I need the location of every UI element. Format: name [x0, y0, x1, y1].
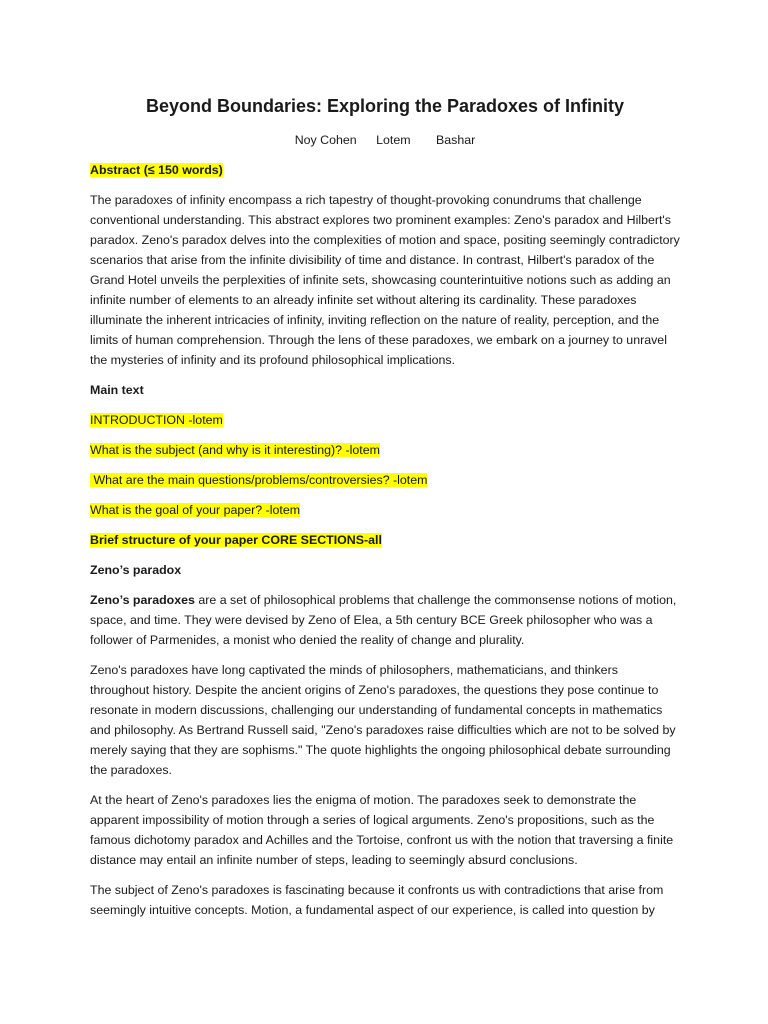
document-title: Beyond Boundaries: Exploring the Paradoxes of Infinity	[145, 96, 625, 116]
abstract-paragraph: The paradoxes of infinity encompass a rich tapestry of thought-provoking conundrums that challenge conventional understanding. This abstract explores two prominent examples: Zeno's paradox and Hilbert's paradox. Zeno's paradox delves into the complexities of motion and space, positing seemingly contradictory scenarios that arise from the infinite divisibility of time and distance. In contrast, Hilbert's paradox of the Grand Hotel unveils the perplexities of infinite sets, showcasing counterintuitive notions such as adding an infinite number of elements to an already infinite set without altering its cardinality. These paradoxes illuminate the inherent intricacies of infinity, inviting reflection on the nature of reality, perception, and the limits of human comprehension. Through the lens of these paradoxes, we embark on a journey to unravel the mysteries of infinity and its profound philosophical implications.	[90, 193, 680, 367]
author-name: Noy Cohen	[294, 133, 357, 147]
body-paragraph	[90, 590, 680, 650]
author-name: Lotem	[376, 133, 411, 147]
todo-item	[90, 410, 680, 430]
paragraph-text: are a set of philosophical problems that challenge the commonsense notions of motion, space, and time. They were devised by Zeno of Elea, a 5th century BCE Greek philosopher who was a follower of Parmenides, a monist who denied the reality of change and plurality.	[90, 593, 677, 647]
structure-heading-text: Brief structure of your paper CORE SECTIONS-all	[90, 533, 382, 547]
todo-item	[90, 440, 680, 460]
document-body	[90, 94, 680, 930]
author-list	[90, 130, 680, 150]
bold-term: Zeno’s paradoxes	[90, 593, 195, 607]
todo-item	[90, 500, 680, 520]
abstract-heading-text: Abstract (≤ 150 words)	[90, 163, 223, 177]
body-paragraph: At the heart of Zeno's paradoxes lies the enigma of motion. The paradoxes seek to demonstrate the apparent impossibility of motion through a series of logical arguments. Zeno's propositions, such as the famous dichotomy paradox and Achilles and the Tortoise, confront us with the notion that traversing a finite distance may entail an infinite number of steps, leading to seemingly absurd conclusions.	[90, 793, 674, 867]
todo-item-text: What is the subject (and why is it interesting)? -lotem	[90, 443, 380, 457]
abstract-heading	[90, 160, 680, 180]
todo-item-text: What are the main questions/problems/controversies? -lotem	[90, 473, 428, 487]
todo-item	[90, 470, 680, 490]
author-name: Bashar	[436, 133, 476, 147]
body-paragraph: The subject of Zeno's paradoxes is fascinating because it confronts us with contradictions that arise from seemingly intuitive concepts. Motion, a fundamental aspect of our experience, is called into question by	[90, 883, 664, 917]
section-heading-zeno: Zeno’s paradox	[90, 563, 182, 577]
todo-item-text: What is the goal of your paper? -lotem	[90, 503, 301, 517]
structure-heading	[90, 530, 680, 550]
todo-item-text: INTRODUCTION -lotem	[90, 413, 223, 427]
body-paragraph: Zeno's paradoxes have long captivated the minds of philosophers, mathematicians, and thinkers throughout history. Despite the ancient origins of Zeno's paradoxes, the questions they pose continue to resonate in modern discussions, challenging our understanding of fundamental concepts in mathematics and philosophy. As Bertrand Russell said, "Zeno's paradoxes raise difficulties which are not to be solved by merely saying that they are sophisms." The quote highlights the ongoing philosophical debate surrounding the paradoxes.	[90, 663, 676, 777]
main-text-heading: Main text	[90, 383, 144, 397]
